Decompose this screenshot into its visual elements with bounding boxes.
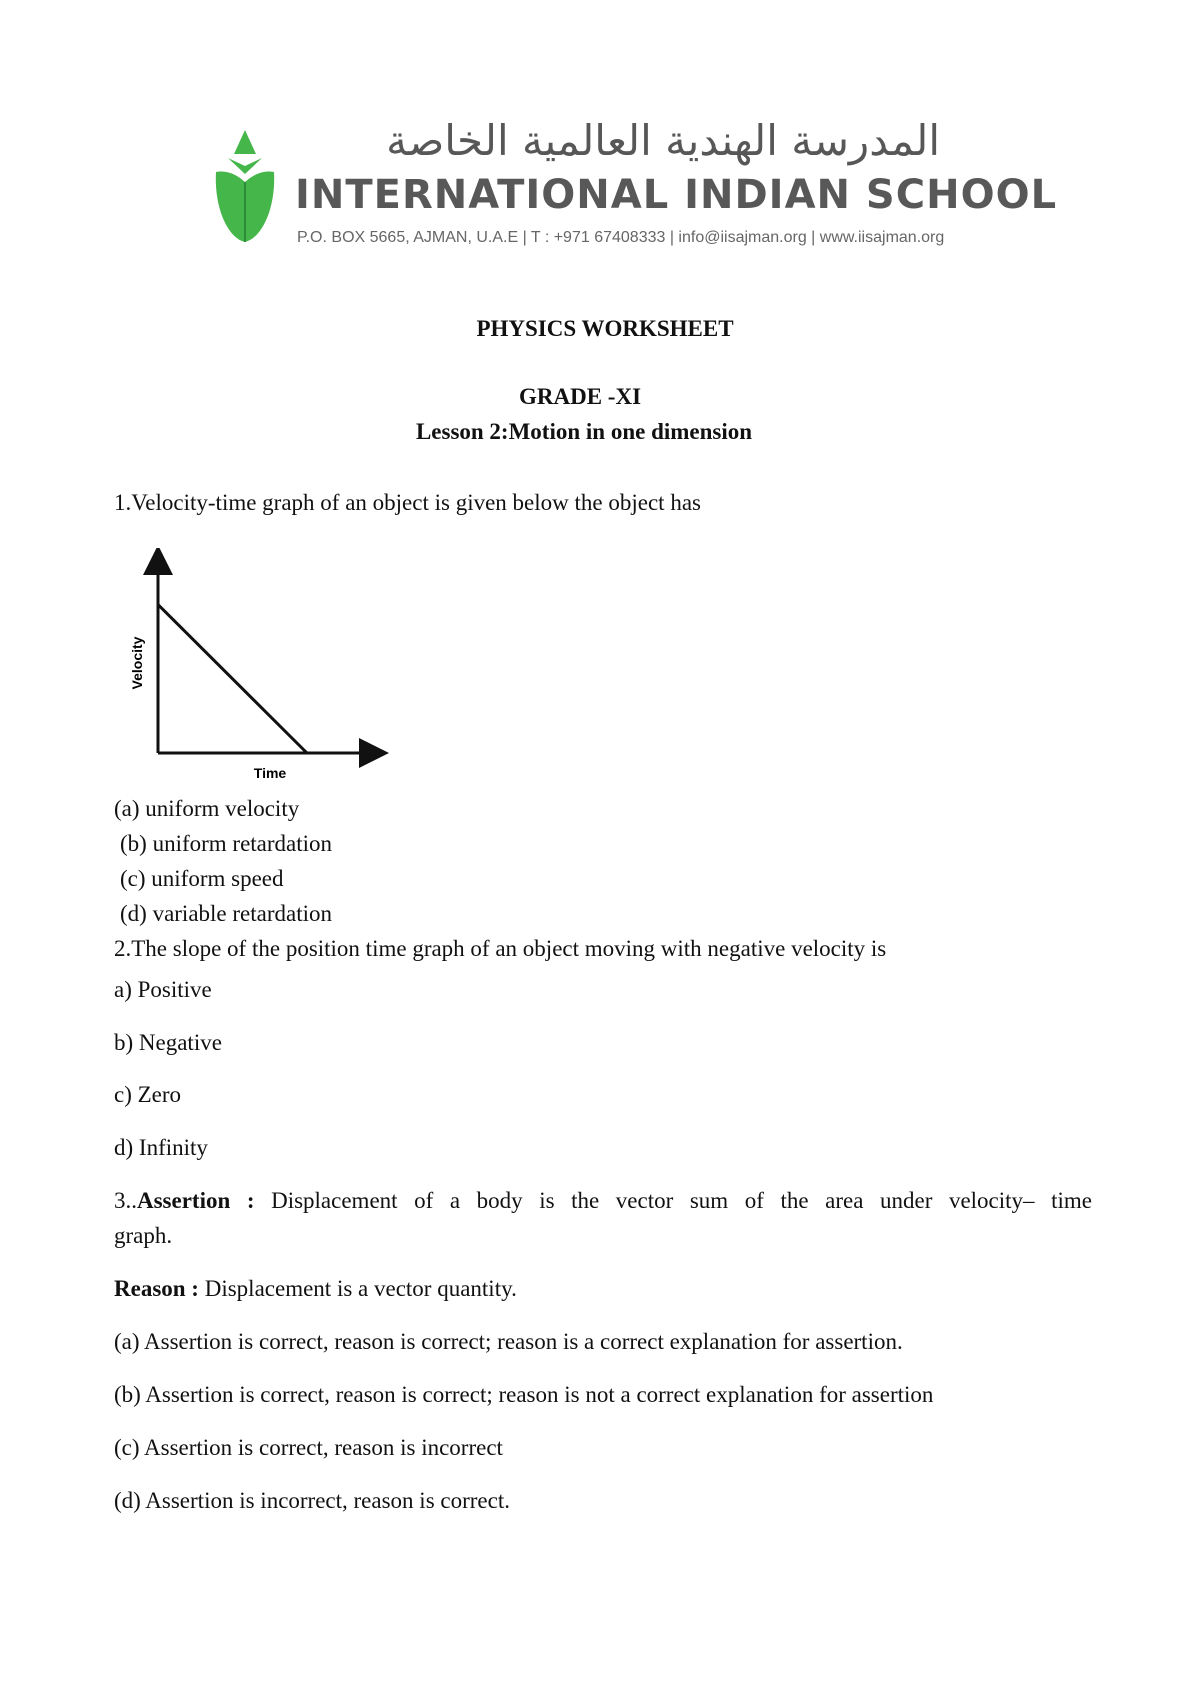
q2-option-c: c) Zero [114, 1082, 182, 1107]
question-3-reason [114, 1276, 517, 1302]
worksheet-title: PHYSICS WORKSHEET [476, 316, 734, 341]
assertion-label: Assertion : [137, 1188, 255, 1213]
q2-option-b: b) Negative [114, 1030, 222, 1055]
school-contact: P.O. BOX 5665, AJMAN, U.A.E | T : +971 67408333 | info@iisajman.org | www.iisajman.org [297, 229, 945, 246]
assertion-text-continued: graph. [114, 1223, 173, 1248]
question-3-assertion [114, 1188, 1092, 1214]
y-axis-label: Velocity [129, 636, 145, 690]
worksheet-grade: GRADE -XI [518, 384, 642, 409]
assertion-text: Displacement of a body is the vector sum of the area under velocity– time [254, 1188, 1092, 1213]
q3-option-d: (d) Assertion is incorrect, reason is correct. [114, 1488, 510, 1513]
school-logo-icon [212, 128, 278, 244]
q1-option-a: (a) uniform velocity [114, 796, 300, 821]
q2-option-a: a) Positive [114, 977, 212, 1002]
school-name: INTERNATIONAL INDIAN SCHOOL [295, 172, 1058, 218]
school-name-arabic: المدرسة الهندية العالمية الخاصة [386, 116, 940, 165]
q2-option-d: d) Infinity [114, 1135, 208, 1160]
worksheet-lesson: Lesson 2:Motion in one dimension [415, 419, 753, 444]
x-axis-label: Time [253, 765, 287, 780]
q1-option-d: (d) variable retardation [120, 901, 332, 926]
q1-option-c: (c) uniform speed [120, 866, 284, 891]
reason-text: Displacement is a vector quantity. [198, 1276, 517, 1301]
velocity-time-graph [120, 548, 390, 780]
velocity-line [158, 605, 307, 753]
q1-option-b: (b) uniform retardation [120, 831, 333, 856]
q3-option-a: (a) Assertion is correct, reason is correct; reason is a correct explanation for assertion. [114, 1329, 903, 1354]
question-2: 2.The slope of the position time graph of an object moving with negative velocity is [114, 936, 887, 961]
question-1: 1.Velocity-time graph of an object is given below the object has [114, 490, 701, 515]
q3-number: 3.. [114, 1188, 137, 1213]
reason-label: Reason : [114, 1276, 199, 1301]
q3-option-c: (c) Assertion is correct, reason is incorrect [114, 1435, 503, 1460]
q3-option-b: (b) Assertion is correct, reason is correct; reason is not a correct explanation for assertion [114, 1382, 934, 1407]
